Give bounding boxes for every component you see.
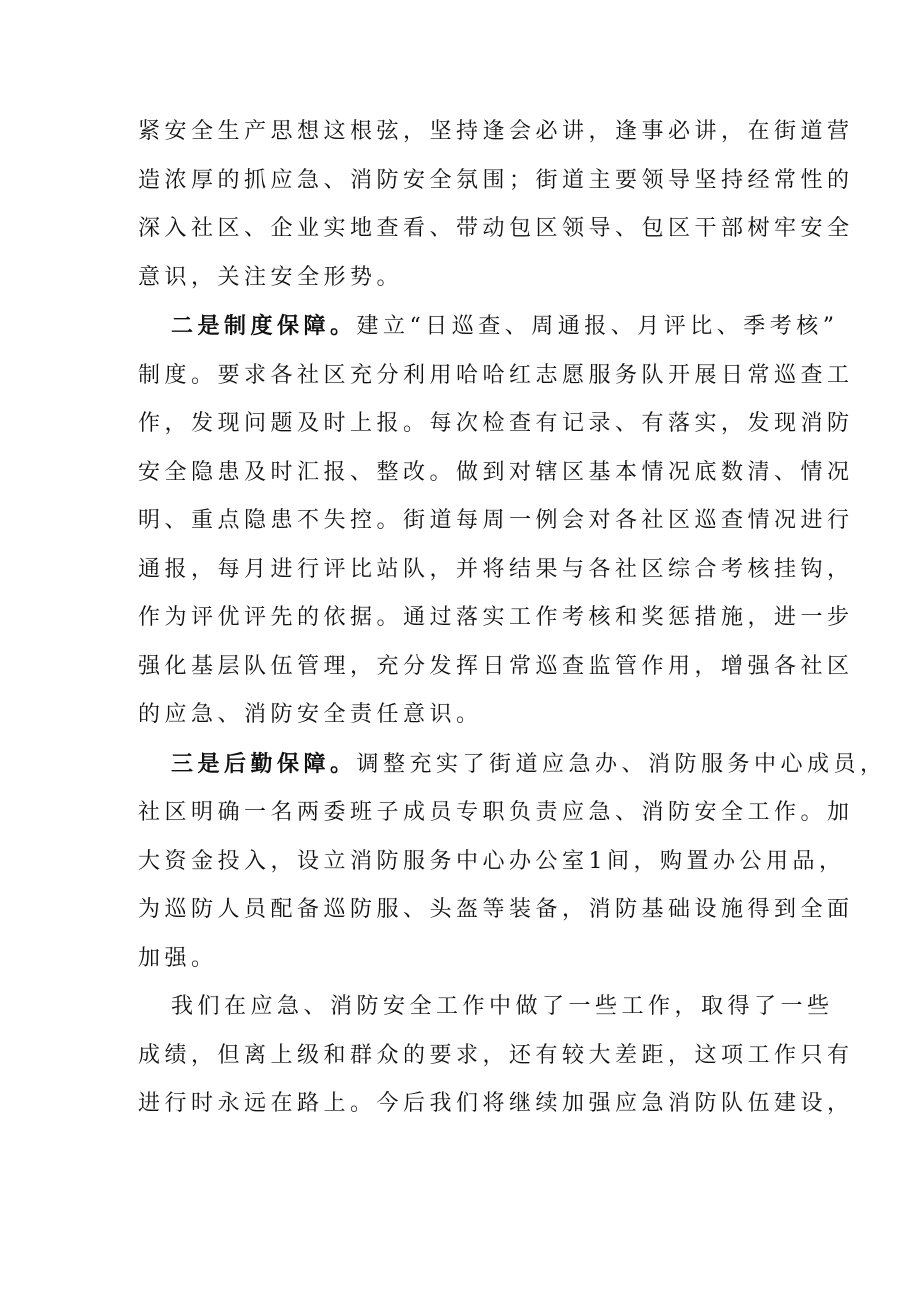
paragraph-4 [138,983,854,1129]
paragraph-lead-heading: 二是制度保障。 [171,313,357,339]
text-line: 进行时永远在路上。今后我们将继续加强应急消防队伍建设， [138,1091,854,1116]
paragraph-2 [138,302,854,740]
text-line: 作，发现问题及时上报。每次检查有记录、有落实，发现消防 [138,411,854,436]
text-line: 意识，关注安全形势。 [138,264,404,290]
text-line: 强化基层队伍管理，充分发挥日常巡查监管作用，增强各社区 [138,653,854,679]
text-line: 安全隐患及时汇报、整改。做到对辖区基本情况底数清、情况 [138,459,854,485]
text-line: 造浓厚的抓应急、消防安全氛围；街道主要领导坚持经常性的 [138,167,854,193]
text-line: 明、重点隐患不失控。街道每周一例会对各社区巡查情况进行 [138,508,854,533]
paragraph-1 [138,108,854,302]
text-line: 的应急、消防安全责任意识。 [138,702,483,727]
text-line: 加强。 [138,945,218,971]
text-line: 大资金投入，设立消防服务中心办公室1间，购置办公用品， [138,848,846,874]
text-line-first [138,740,887,790]
text-line-first [138,302,839,352]
text-line: 社区明确一名两委班子成员专职负责应急、消防安全工作。加 [138,800,854,825]
text-line-rest: 调整充实了街道应急办、消防服务中心成员， [356,751,887,777]
text-line-rest: 建立“日巡查、周通报、月评比、季考核” [356,314,839,339]
text-line: 我们在应急、消防安全工作中做了一些工作，取得了一些 [171,994,834,1019]
text-line: 紧安全生产思想这根弦，坚持逢会必讲，逢事必讲，在街道营 [138,119,854,144]
document-body [138,108,887,1129]
paragraph-3 [138,740,887,984]
text-line: 作为评优评先的依据。通过落实工作考核和奖惩措施，进一步 [138,605,854,630]
text-line: 成绩，但离上级和群众的要求，还有较大差距，这项工作只有 [138,1042,854,1068]
text-line: 深入社区、企业实地查看、带动包区领导、包区干部树牢安全 [138,216,854,241]
text-line: 制度。要求各社区充分利用哈哈红志愿服务队开展日常巡查工 [138,362,854,388]
paragraph-lead-heading: 三是后勤保障。 [171,750,357,777]
text-line: 为巡防人员配备巡防服、头盔等装备，消防基础设施得到全面 [138,897,854,922]
text-line: 通报，每月进行评比站队，并将结果与各社区综合考核挂钩， [138,556,854,582]
